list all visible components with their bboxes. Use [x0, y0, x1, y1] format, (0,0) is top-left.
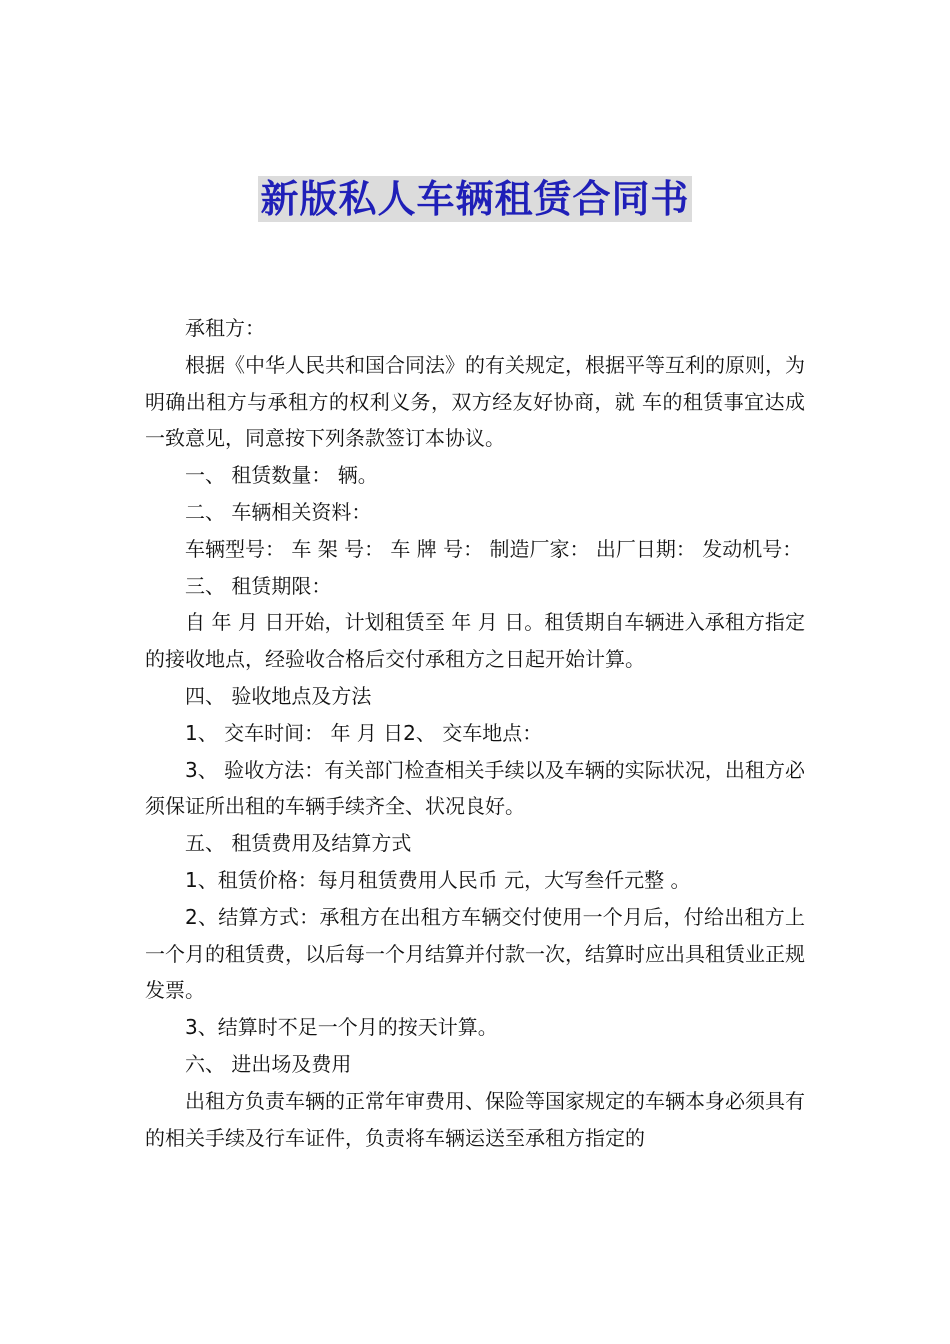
paragraph-lessor-duties: 出租方负责车辆的正常年审费用、保险等国家规定的车辆本身必须具有的相关手续及行车证件，负责将车辆运送至承租方指定的	[145, 1088, 805, 1150]
paragraph-section-6: 六、 进出场及费用	[185, 1051, 352, 1076]
paragraph-daily-calc: 3、结算时不足一个月的按天计算。	[185, 1015, 498, 1040]
title-container	[0, 176, 950, 222]
paragraph-section-1: 一、 租赁数量： 辆。	[185, 463, 378, 488]
paragraph-section-2: 二、 车辆相关资料：	[185, 499, 372, 524]
paragraph-section-3: 三、 租赁期限：	[185, 573, 332, 598]
paragraph-price: 1、租赁价格：每月租赁费用人民币 元，大写叁仟元整 。	[185, 867, 691, 892]
document-body	[145, 310, 805, 1156]
paragraph-lease-term: 自 年 月 日开始，计划租赁至 年 月 日。租赁期自车辆进入承租方指定的接收地点，经验收合格后交付承租方之日起开始计算。	[145, 610, 805, 672]
paragraph-vehicle-details: 车辆型号： 车 架 号： 车 牌 号： 制造厂家： 出厂日期： 发动机号：	[185, 536, 803, 561]
paragraph-settlement: 2、结算方式：承租方在出租方车辆交付使用一个月后，付给出租方上一个月的租赁费，以后每一个月结算并付款一次，结算时应出具租赁业正规发票。	[145, 904, 805, 1003]
document-title: 新版私人车辆租赁合同书	[260, 177, 690, 221]
paragraph-inspection: 3、 验收方法：有关部门检查相关手续以及车辆的实际状况，出租方必须保证所出租的车辆手续齐全、状况良好。	[145, 757, 805, 819]
paragraph-lessee: 承租方：	[185, 316, 265, 340]
paragraph-delivery: 1、 交车时间： 年 月 日2、 交车地点：	[185, 720, 543, 745]
paragraph-section-5: 五、 租赁费用及结算方式	[185, 831, 412, 856]
paragraph-preamble: 根据《中华人民共和国合同法》的有关规定，根据平等互利的原则，为明确出租方与承租方的权利义务，双方经友好协商，就 车的租赁事宜达成一致意见，同意按下列条款签订本协议。	[145, 352, 805, 451]
paragraph-section-4: 四、 验收地点及方法	[185, 683, 372, 708]
